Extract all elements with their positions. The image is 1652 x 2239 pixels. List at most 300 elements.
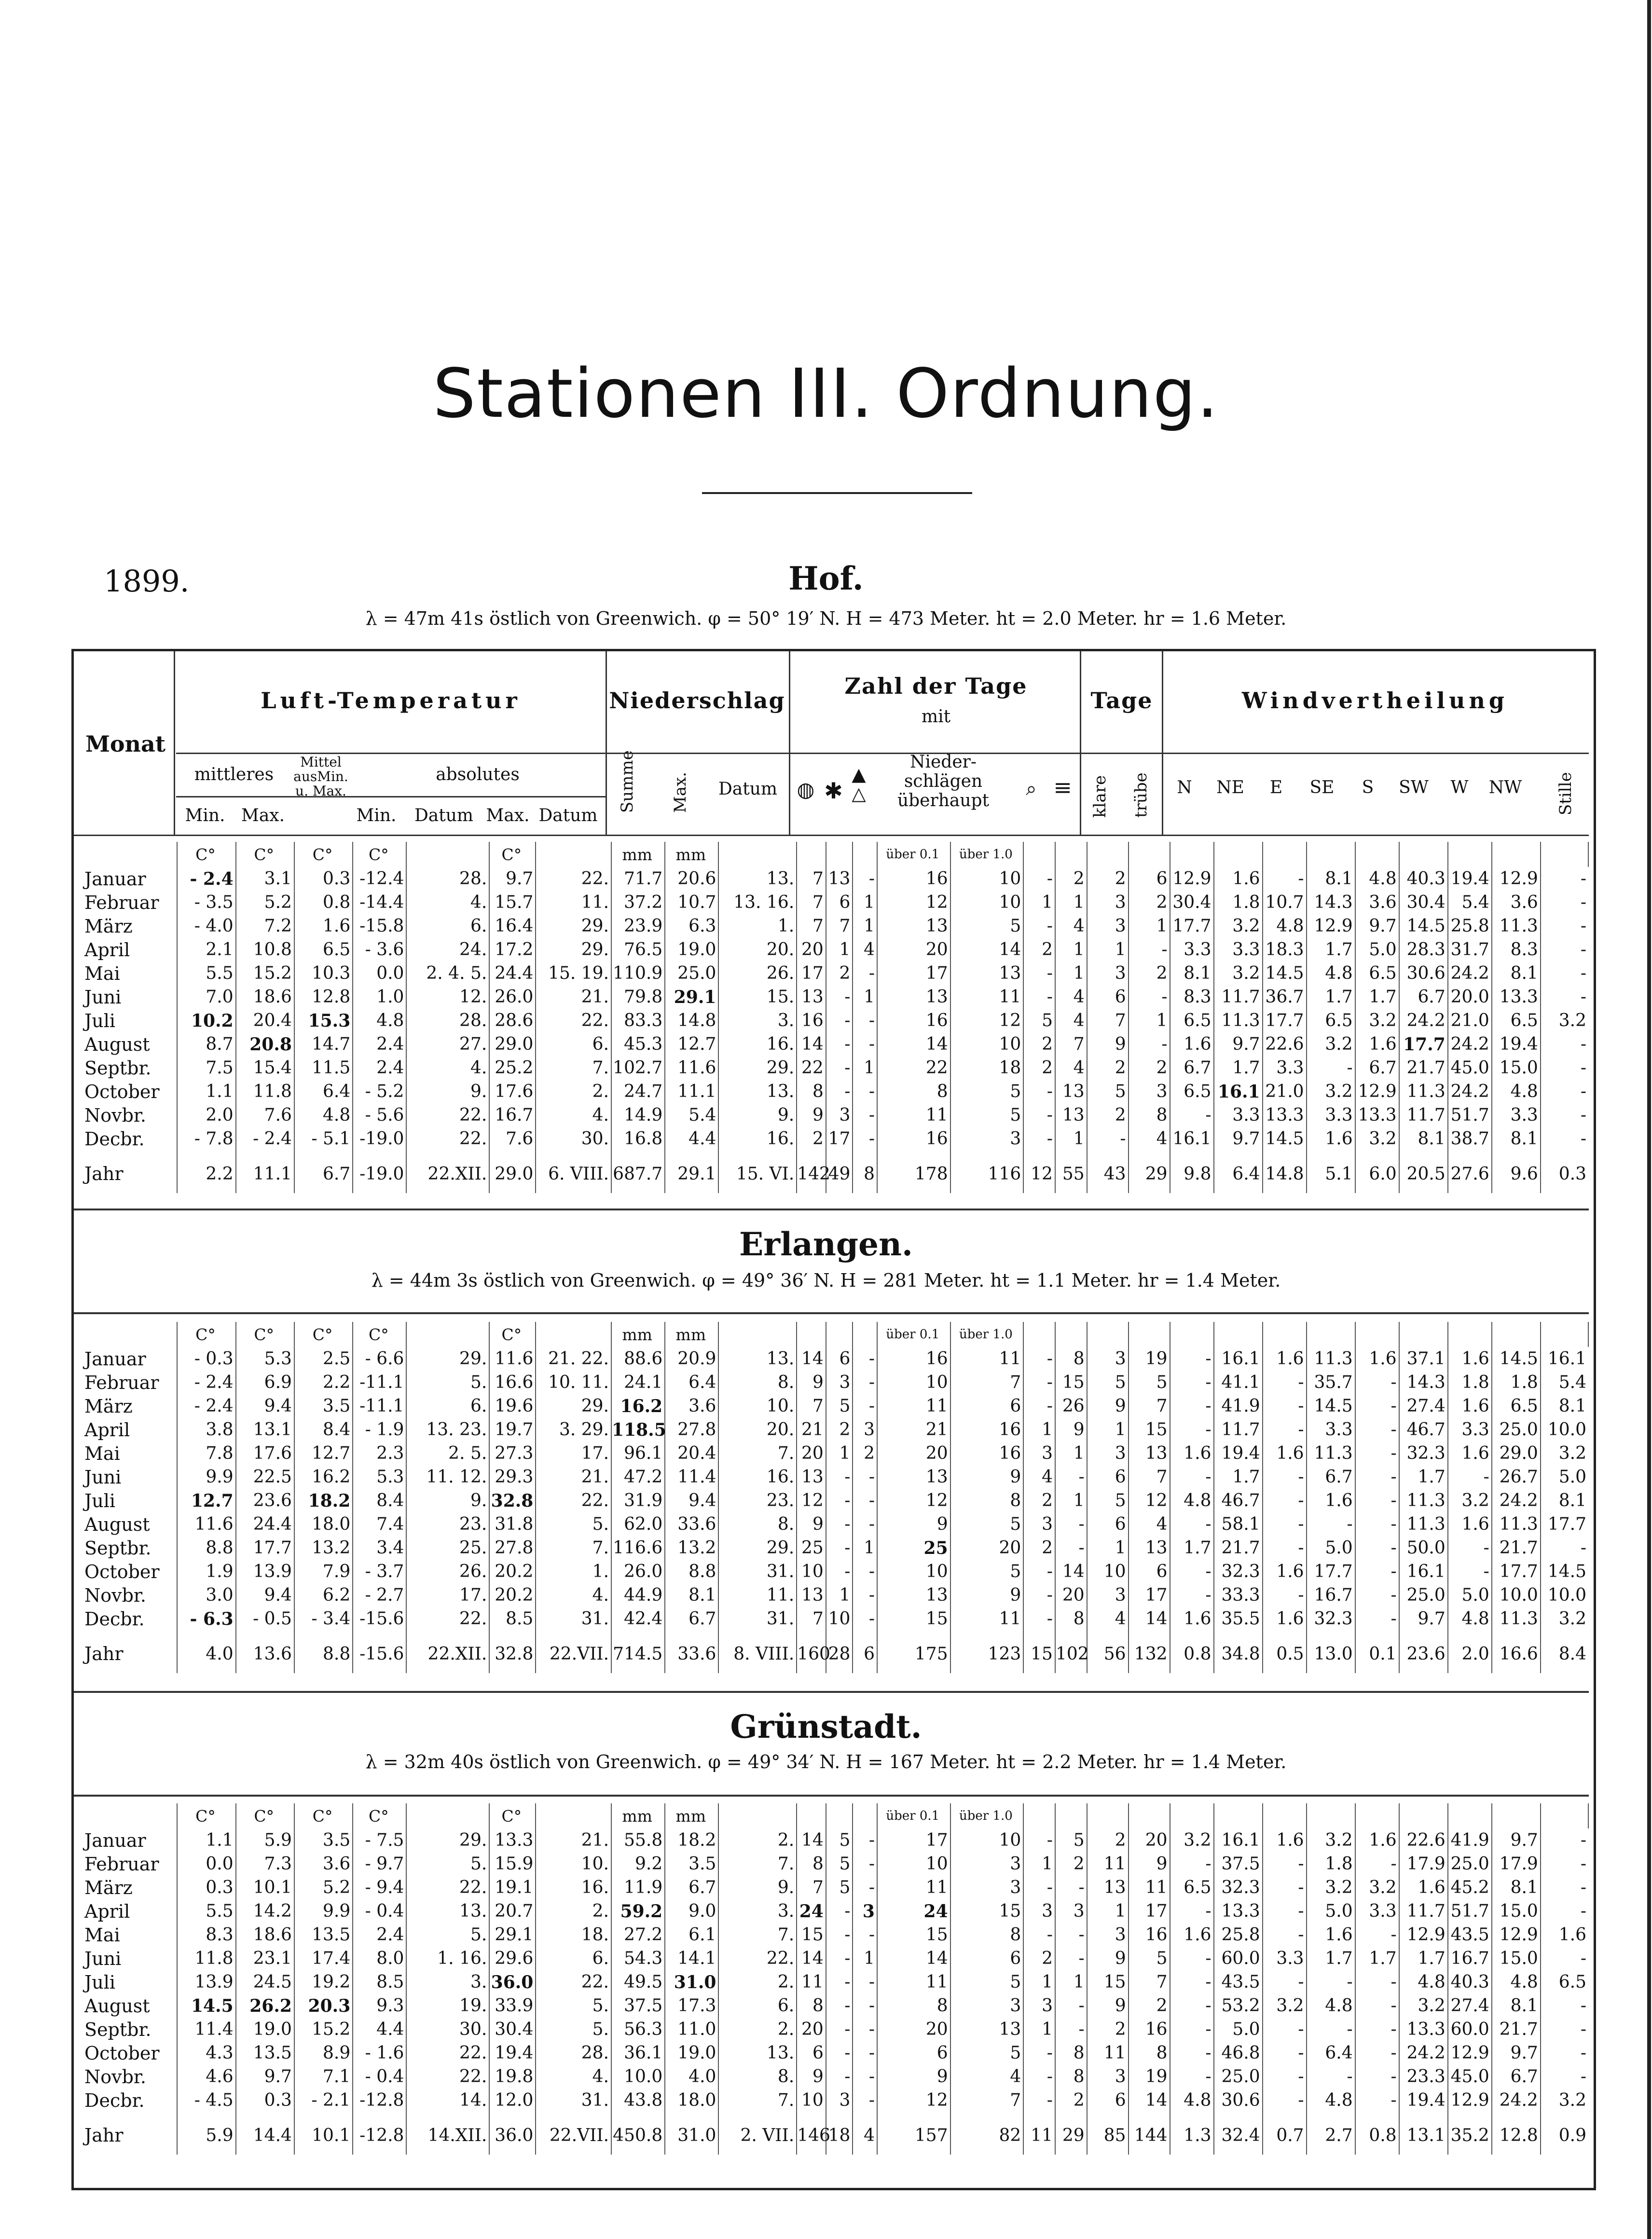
table-cell: 76.5: [611, 938, 665, 962]
table-cell: 118.5: [611, 1418, 665, 1442]
table-cell: 31.0: [665, 1970, 718, 1994]
table-cell: 4.8: [1355, 867, 1399, 891]
table-cell: -: [1580, 1996, 1586, 2016]
table-cell: 10: [797, 1560, 826, 1583]
table-cell: - 1.9: [353, 1418, 406, 1442]
table-cell: 27.6: [1448, 1151, 1492, 1193]
table-cell: 8.1: [1558, 1491, 1586, 1511]
table-cell: 6.2: [294, 1583, 353, 1607]
table-cell: 32.3: [1214, 1560, 1263, 1583]
table-cell: -: [1355, 1489, 1399, 1512]
table-cell: 1: [826, 1583, 853, 1607]
data-table-hof: [74, 842, 1589, 1193]
table-cell: 4.8: [1492, 1080, 1541, 1103]
table-cell: 6: [1129, 1560, 1170, 1583]
table-cell: 12.: [406, 985, 489, 1009]
table-cell: 24: [877, 1899, 950, 1923]
table-cell: 5: [950, 2041, 1024, 2065]
table-cell: 6.5: [294, 938, 353, 962]
table-cell: 3.2: [1355, 1009, 1399, 1032]
table-row: [74, 1899, 1588, 1923]
table-cell: 7: [797, 1607, 826, 1631]
table-cell: 1.6: [1263, 1828, 1307, 1852]
table-cell: -: [1023, 2088, 1055, 2112]
units-cell: [1399, 1803, 1448, 1828]
table-cell: 9.6: [1492, 1151, 1541, 1193]
table-cell: 16.: [718, 1465, 797, 1489]
table-cell: 6.0: [1355, 1151, 1399, 1193]
table-cell: 8: [1055, 2041, 1087, 2065]
table-cell: -: [853, 1009, 877, 1032]
table-cell: 20.: [718, 938, 797, 962]
table-cell: 116: [950, 1151, 1024, 1193]
table-cell: 5.3: [353, 1465, 406, 1489]
table-cell: 0.3: [236, 2088, 294, 2112]
table-cell: -: [1263, 1899, 1307, 1923]
units-cell: über 0.1: [877, 1322, 950, 1347]
table-cell: 41.9: [1448, 1828, 1492, 1852]
month-label: Juli: [74, 1489, 177, 1512]
table-cell: 20.0: [1448, 985, 1492, 1009]
table-cell: 22.VII.: [536, 2112, 611, 2155]
table-cell: 20: [797, 2018, 826, 2041]
table-cell: 11: [1023, 2112, 1055, 2155]
table-cell: 8.8: [294, 1631, 353, 1673]
table-cell: -14.4: [353, 891, 406, 914]
table-cell: 20.4: [665, 1442, 718, 1465]
table-cell: -: [1170, 1899, 1214, 1923]
table-cell: 8.1: [1399, 1127, 1448, 1151]
table-cell: -: [1129, 938, 1170, 962]
table-cell: 12.8: [294, 985, 353, 1009]
units-cell: C°: [353, 1322, 406, 1347]
table-cell: 9.9: [177, 1465, 235, 1489]
table-cell: 51.7: [1448, 1103, 1492, 1127]
table-cell: 9: [797, 1371, 826, 1394]
units-cell: [1541, 842, 1588, 867]
table-cell: -: [1355, 1442, 1399, 1465]
table-cell: 20: [1055, 1583, 1087, 1607]
table-cell: -: [853, 1560, 877, 1583]
table-cell: 13: [797, 1583, 826, 1607]
table-cell: 10: [877, 1852, 950, 1876]
table-cell: 29.3: [489, 1465, 536, 1489]
units-row: [74, 1322, 1588, 1347]
table-cell: 3.3: [1307, 1418, 1355, 1442]
table-cell: 51.7: [1448, 1899, 1492, 1923]
table-cell: 3.3: [1355, 1899, 1399, 1923]
units-cell: mm: [611, 842, 665, 867]
table-cell: 15.0: [1492, 1947, 1541, 1970]
table-cell: 116.6: [611, 1536, 665, 1560]
table-cell: 3.2: [1355, 1876, 1399, 1899]
table-cell: 8: [877, 1080, 950, 1103]
table-cell: 13: [1129, 1442, 1170, 1465]
table-cell: -: [826, 1923, 853, 1947]
table-cell: 16.4: [489, 914, 536, 938]
table-cell: 22: [877, 1056, 950, 1080]
table-cell: 5: [826, 1876, 853, 1899]
month-label: Novbr.: [74, 1103, 177, 1127]
table-cell: -: [1355, 1418, 1399, 1442]
table-row: [74, 2088, 1588, 2112]
table-cell: -: [1055, 1512, 1087, 1536]
table-cell: -: [1023, 1347, 1055, 1371]
table-cell: -: [853, 2041, 877, 2065]
table-row: [74, 1607, 1588, 1631]
table-cell: 37.1: [1399, 1347, 1448, 1371]
table-cell: 20.4: [236, 1009, 294, 1032]
table-cell: 13.: [718, 2041, 797, 2065]
table-cell: -: [1355, 2041, 1399, 2065]
table-cell: 3.3: [1448, 1418, 1492, 1442]
units-cell: [1023, 1322, 1055, 1347]
table-cell: 18.3: [1263, 938, 1307, 962]
table-cell: -: [1307, 2018, 1355, 2041]
table-cell: 6.7: [1307, 1465, 1355, 1489]
month-label: Februar: [74, 1852, 177, 1876]
table-cell: -: [853, 2088, 877, 2112]
table-cell: 5.0: [1448, 1583, 1492, 1607]
table-cell: 13.2: [665, 1536, 718, 1560]
table-cell: 8.3: [1492, 938, 1541, 962]
table-cell: 16.1: [1214, 1828, 1263, 1852]
table-cell: 14.5: [1547, 1562, 1586, 1581]
table-cell: 8.4: [294, 1418, 353, 1442]
table-cell: 11.8: [236, 1080, 294, 1103]
table-cell: 19: [1129, 1347, 1170, 1371]
table-cell: 1.6: [1214, 867, 1263, 891]
table-cell: 17.: [536, 1442, 611, 1465]
table-cell: 14: [797, 1828, 826, 1852]
table-cell: 1.6: [1355, 1828, 1399, 1852]
table-cell: 13.6: [236, 1631, 294, 1673]
table-cell: 1: [1055, 891, 1087, 914]
table-cell: 16: [1129, 1923, 1170, 1947]
station-coords-hof: λ = 47m 41s östlich von Greenwich. φ = 50° 19′ N. H = 473 Meter. ht = 2.0 Meter. hr = 1.6 Meter.: [365, 608, 1287, 629]
table-cell: 11: [877, 1103, 950, 1127]
table-cell: 3.3: [1263, 1056, 1307, 1080]
table-cell: 1.7: [1307, 938, 1355, 962]
table-cell: 22.: [536, 867, 611, 891]
table-cell: 5.: [406, 1852, 489, 1876]
table-cell: 5: [950, 1560, 1024, 1583]
table-cell: 1.7: [1307, 1947, 1355, 1970]
table-cell: -: [1580, 2019, 1586, 2039]
table-cell: 2: [1087, 1056, 1129, 1080]
table-row: [74, 1583, 1588, 1607]
table-cell: 30.4: [1170, 891, 1214, 914]
table-cell: - 2.1: [294, 2088, 353, 2112]
month-label: Decbr.: [74, 1127, 177, 1151]
table-cell: 3.3: [1170, 938, 1214, 962]
table-cell: 7: [797, 867, 826, 891]
table-cell: 2.4: [353, 1032, 406, 1056]
table-cell: 1.6: [1263, 1347, 1307, 1371]
table-cell: -: [853, 1852, 877, 1876]
station-separator: [74, 1209, 1589, 1210]
table-cell: 53.2: [1214, 1994, 1263, 2018]
table-cell: 10: [797, 2088, 826, 2112]
month-label: Novbr.: [74, 1583, 177, 1607]
table-cell: 14: [797, 1347, 826, 1371]
table-cell: 7.5: [177, 1056, 235, 1080]
table-cell: 2: [1023, 1056, 1055, 1080]
table-cell: 10.0: [1492, 1583, 1541, 1607]
table-cell: 7.0: [177, 985, 235, 1009]
table-cell: 10: [826, 1607, 853, 1631]
table-cell: 11: [1129, 1876, 1170, 1899]
table-cell: 9.0: [665, 1899, 718, 1923]
table-cell: 1: [1055, 962, 1087, 985]
table-cell: -: [826, 1009, 853, 1032]
table-cell: 24.2: [1492, 1489, 1541, 1512]
table-cell: -: [1023, 1394, 1055, 1418]
table-cell: -: [826, 1994, 853, 2018]
table-cell: 8: [950, 1489, 1024, 1512]
table-cell: -: [1023, 1560, 1055, 1583]
table-cell: -: [1055, 1923, 1087, 1947]
table-cell: 6: [1087, 1512, 1129, 1536]
table-cell: 6.: [536, 1032, 611, 1056]
table-cell: 1.6: [1307, 1127, 1355, 1151]
table-cell: -: [853, 1127, 877, 1151]
table-row: [74, 1828, 1588, 1852]
table-cell: 19.8: [489, 2065, 536, 2088]
units-row: [74, 842, 1588, 867]
table-cell: 4.: [536, 1103, 611, 1127]
table-cell: 14.4: [236, 2112, 294, 2155]
table-cell: 45.2: [1448, 1876, 1492, 1899]
table-cell: 15: [950, 1899, 1024, 1923]
table-cell: 8.: [718, 1512, 797, 1536]
table-cell: 6. VIII.: [536, 1151, 611, 1193]
table-cell: -: [826, 1947, 853, 1970]
units-cell: C°: [294, 1803, 353, 1828]
header-klare: klare: [1090, 775, 1110, 818]
table-cell: 1.6: [1170, 1032, 1214, 1056]
table-cell: -: [1355, 1465, 1399, 1489]
table-cell: 22.: [406, 2065, 489, 2088]
table-cell: 6.4: [1214, 1151, 1263, 1193]
table-cell: -19.0: [353, 1151, 406, 1193]
table-cell: 11.7: [1214, 1418, 1263, 1442]
table-cell: 20.9: [665, 1347, 718, 1371]
table-cell: 9: [797, 1512, 826, 1536]
table-cell: 3: [1055, 1899, 1087, 1923]
table-cell: 3.6: [294, 1852, 353, 1876]
table-cell: 1: [1055, 1442, 1087, 1465]
table-cell: 5.0: [1558, 1467, 1586, 1487]
table-cell: 4.8: [353, 1009, 406, 1032]
table-cell: 11.: [536, 891, 611, 914]
table-cell: 9.7: [1214, 1032, 1263, 1056]
header-dir-sw: SW: [1399, 778, 1429, 797]
header-rule: [789, 651, 790, 835]
table-cell: 2.4: [353, 1056, 406, 1080]
table-cell: 8.4: [1558, 1644, 1586, 1664]
table-cell: 9.8: [1170, 1151, 1214, 1193]
table-cell: 50.0: [1399, 1536, 1448, 1560]
table-row: [74, 1512, 1588, 1536]
table-cell: -: [1023, 1127, 1055, 1151]
table-cell: 3.2: [1214, 962, 1263, 985]
table-cell: 11: [1087, 2041, 1129, 2065]
table-cell: -: [853, 1347, 877, 1371]
table-cell: 1: [853, 1056, 877, 1080]
table-cell: 8: [1055, 2065, 1087, 2088]
table-cell: 13.5: [294, 1923, 353, 1947]
table-cell: - 2.7: [353, 1583, 406, 1607]
table-cell: 29.1: [665, 985, 718, 1009]
table-cell: 1.6: [1448, 1442, 1492, 1465]
units-cell: [74, 1803, 177, 1828]
table-cell: 2.3: [353, 1442, 406, 1465]
table-cell: -: [853, 867, 877, 891]
table-cell: -: [1355, 1583, 1399, 1607]
table-cell: -: [1307, 1970, 1355, 1994]
table-cell: 21.0: [1263, 1080, 1307, 1103]
table-cell: 4: [1023, 1465, 1055, 1489]
table-cell: -12.8: [353, 2112, 406, 2155]
table-cell: 5: [1129, 1371, 1170, 1394]
table-cell: 9.2: [611, 1852, 665, 1876]
table-cell: 14.1: [665, 1947, 718, 1970]
table-cell: 14.XII.: [406, 2112, 489, 2155]
table-cell: -: [1023, 1080, 1055, 1103]
table-cell: -: [1580, 2067, 1586, 2087]
table-cell: -: [1448, 1465, 1492, 1489]
month-label: Juli: [74, 1970, 177, 1994]
table-cell: 43.8: [611, 2088, 665, 2112]
table-cell: - 9.4: [353, 1876, 406, 1899]
month-label: März: [74, 1394, 177, 1418]
table-cell: -: [1580, 1854, 1586, 1874]
table-row: [74, 1009, 1588, 1032]
table-row: [74, 1970, 1588, 1994]
table-cell: - 2.4: [177, 1394, 235, 1418]
table-cell: 8.5: [489, 1607, 536, 1631]
table-cell: 3: [950, 1994, 1024, 2018]
table-cell: -: [1023, 1583, 1055, 1607]
month-label: Decbr.: [74, 2088, 177, 2112]
table-cell: 7.: [536, 1536, 611, 1560]
table-cell: 0.0: [353, 962, 406, 985]
table-cell: -: [853, 1994, 877, 2018]
table-cell: 3.2: [1307, 1080, 1355, 1103]
table-cell: 13: [1087, 1876, 1129, 1899]
table-cell: 2: [1023, 1536, 1055, 1560]
table-cell: 1.6: [1263, 1442, 1307, 1465]
table-cell: 102: [1055, 1631, 1087, 1673]
table-cell: 6: [826, 1347, 853, 1371]
table-cell: 19.0: [236, 2018, 294, 2041]
table-cell: 3: [1087, 1442, 1129, 1465]
table-cell: 1: [853, 914, 877, 938]
table-cell: 71.7: [611, 867, 665, 891]
table-cell: 0.5: [1263, 1631, 1307, 1673]
table-cell: 2.: [718, 2018, 797, 2041]
table-cell: 4: [1055, 985, 1087, 1009]
table-cell: 22.: [406, 1103, 489, 1127]
station-separator: [74, 1795, 1589, 1797]
table-cell: 714.5: [611, 1631, 665, 1673]
table-cell: 4.: [536, 1583, 611, 1607]
table-cell: 19.0: [665, 938, 718, 962]
table-cell: 10.3: [294, 962, 353, 985]
table-cell: 16: [1129, 2018, 1170, 2041]
table-cell: 20.7: [489, 1899, 536, 1923]
table-cell: 29.1: [665, 1151, 718, 1193]
table-cell: 36.1: [611, 2041, 665, 2065]
table-cell: 9.7: [236, 2065, 294, 2088]
table-cell: 11: [950, 1607, 1024, 1631]
table-cell: 1.8: [1448, 1371, 1492, 1394]
table-cell: 8.: [718, 1371, 797, 1394]
table-cell: 25.2: [489, 1056, 536, 1080]
table-cell: 3.2: [1399, 1994, 1448, 2018]
table-cell: 2.: [536, 1080, 611, 1103]
table-cell: 2.: [536, 1899, 611, 1923]
table-cell: 5: [950, 1512, 1024, 1536]
table-cell: 6.5: [1170, 1009, 1214, 1032]
table-cell: 4.8: [1170, 2088, 1214, 2112]
table-cell: 43: [1087, 1151, 1129, 1193]
table-cell: -: [1263, 1852, 1307, 1876]
table-cell: 6.4: [294, 1080, 353, 1103]
table-cell: 5: [950, 1103, 1024, 1127]
table-cell: -: [1355, 1560, 1399, 1583]
table-cell: -: [1263, 867, 1307, 891]
table-cell: 3. 29.: [536, 1418, 611, 1442]
table-cell: 7: [797, 891, 826, 914]
table-cell: 14.5: [177, 1994, 235, 2018]
table-cell: 2: [1129, 962, 1170, 985]
table-cell: 22.5: [236, 1465, 294, 1489]
table-cell: 20.: [718, 1418, 797, 1442]
month-label: Jahr: [74, 1151, 177, 1193]
table-cell: 30.4: [489, 2018, 536, 2041]
header-max-rain: Max.: [671, 771, 690, 813]
table-cell: -: [1580, 1878, 1586, 1897]
table-cell: 17: [797, 962, 826, 985]
table-cell: - 6.6: [353, 1347, 406, 1371]
table-row: [74, 1032, 1588, 1056]
table-cell: 0.0: [177, 1852, 235, 1876]
table-cell: 1.6: [294, 914, 353, 938]
table-cell: 12.7: [294, 1442, 353, 1465]
table-cell: 14: [797, 1032, 826, 1056]
table-cell: 2: [1087, 1828, 1129, 1852]
table-cell: 41.9: [1214, 1394, 1263, 1418]
table-cell: 6.1: [665, 1923, 718, 1947]
table-cell: 30.6: [1214, 2088, 1263, 2112]
table-cell: -: [1580, 869, 1586, 889]
table-cell: 6.9: [236, 1371, 294, 1394]
table-cell: 13: [877, 1583, 950, 1607]
table-cell: -: [1170, 1560, 1214, 1583]
table-cell: 1.6: [1448, 1512, 1492, 1536]
table-cell: 4.8: [1307, 2088, 1355, 2112]
table-cell: 6: [853, 1631, 877, 1673]
table-cell: 144: [1129, 2112, 1170, 2155]
table-cell: 8.3: [1170, 985, 1214, 1009]
table-cell: 6.3: [665, 914, 718, 938]
table-cell: 146: [797, 2112, 826, 2155]
table-cell: 3: [950, 1127, 1024, 1151]
table-cell: 7: [1129, 1465, 1170, 1489]
table-cell: -: [826, 1465, 853, 1489]
